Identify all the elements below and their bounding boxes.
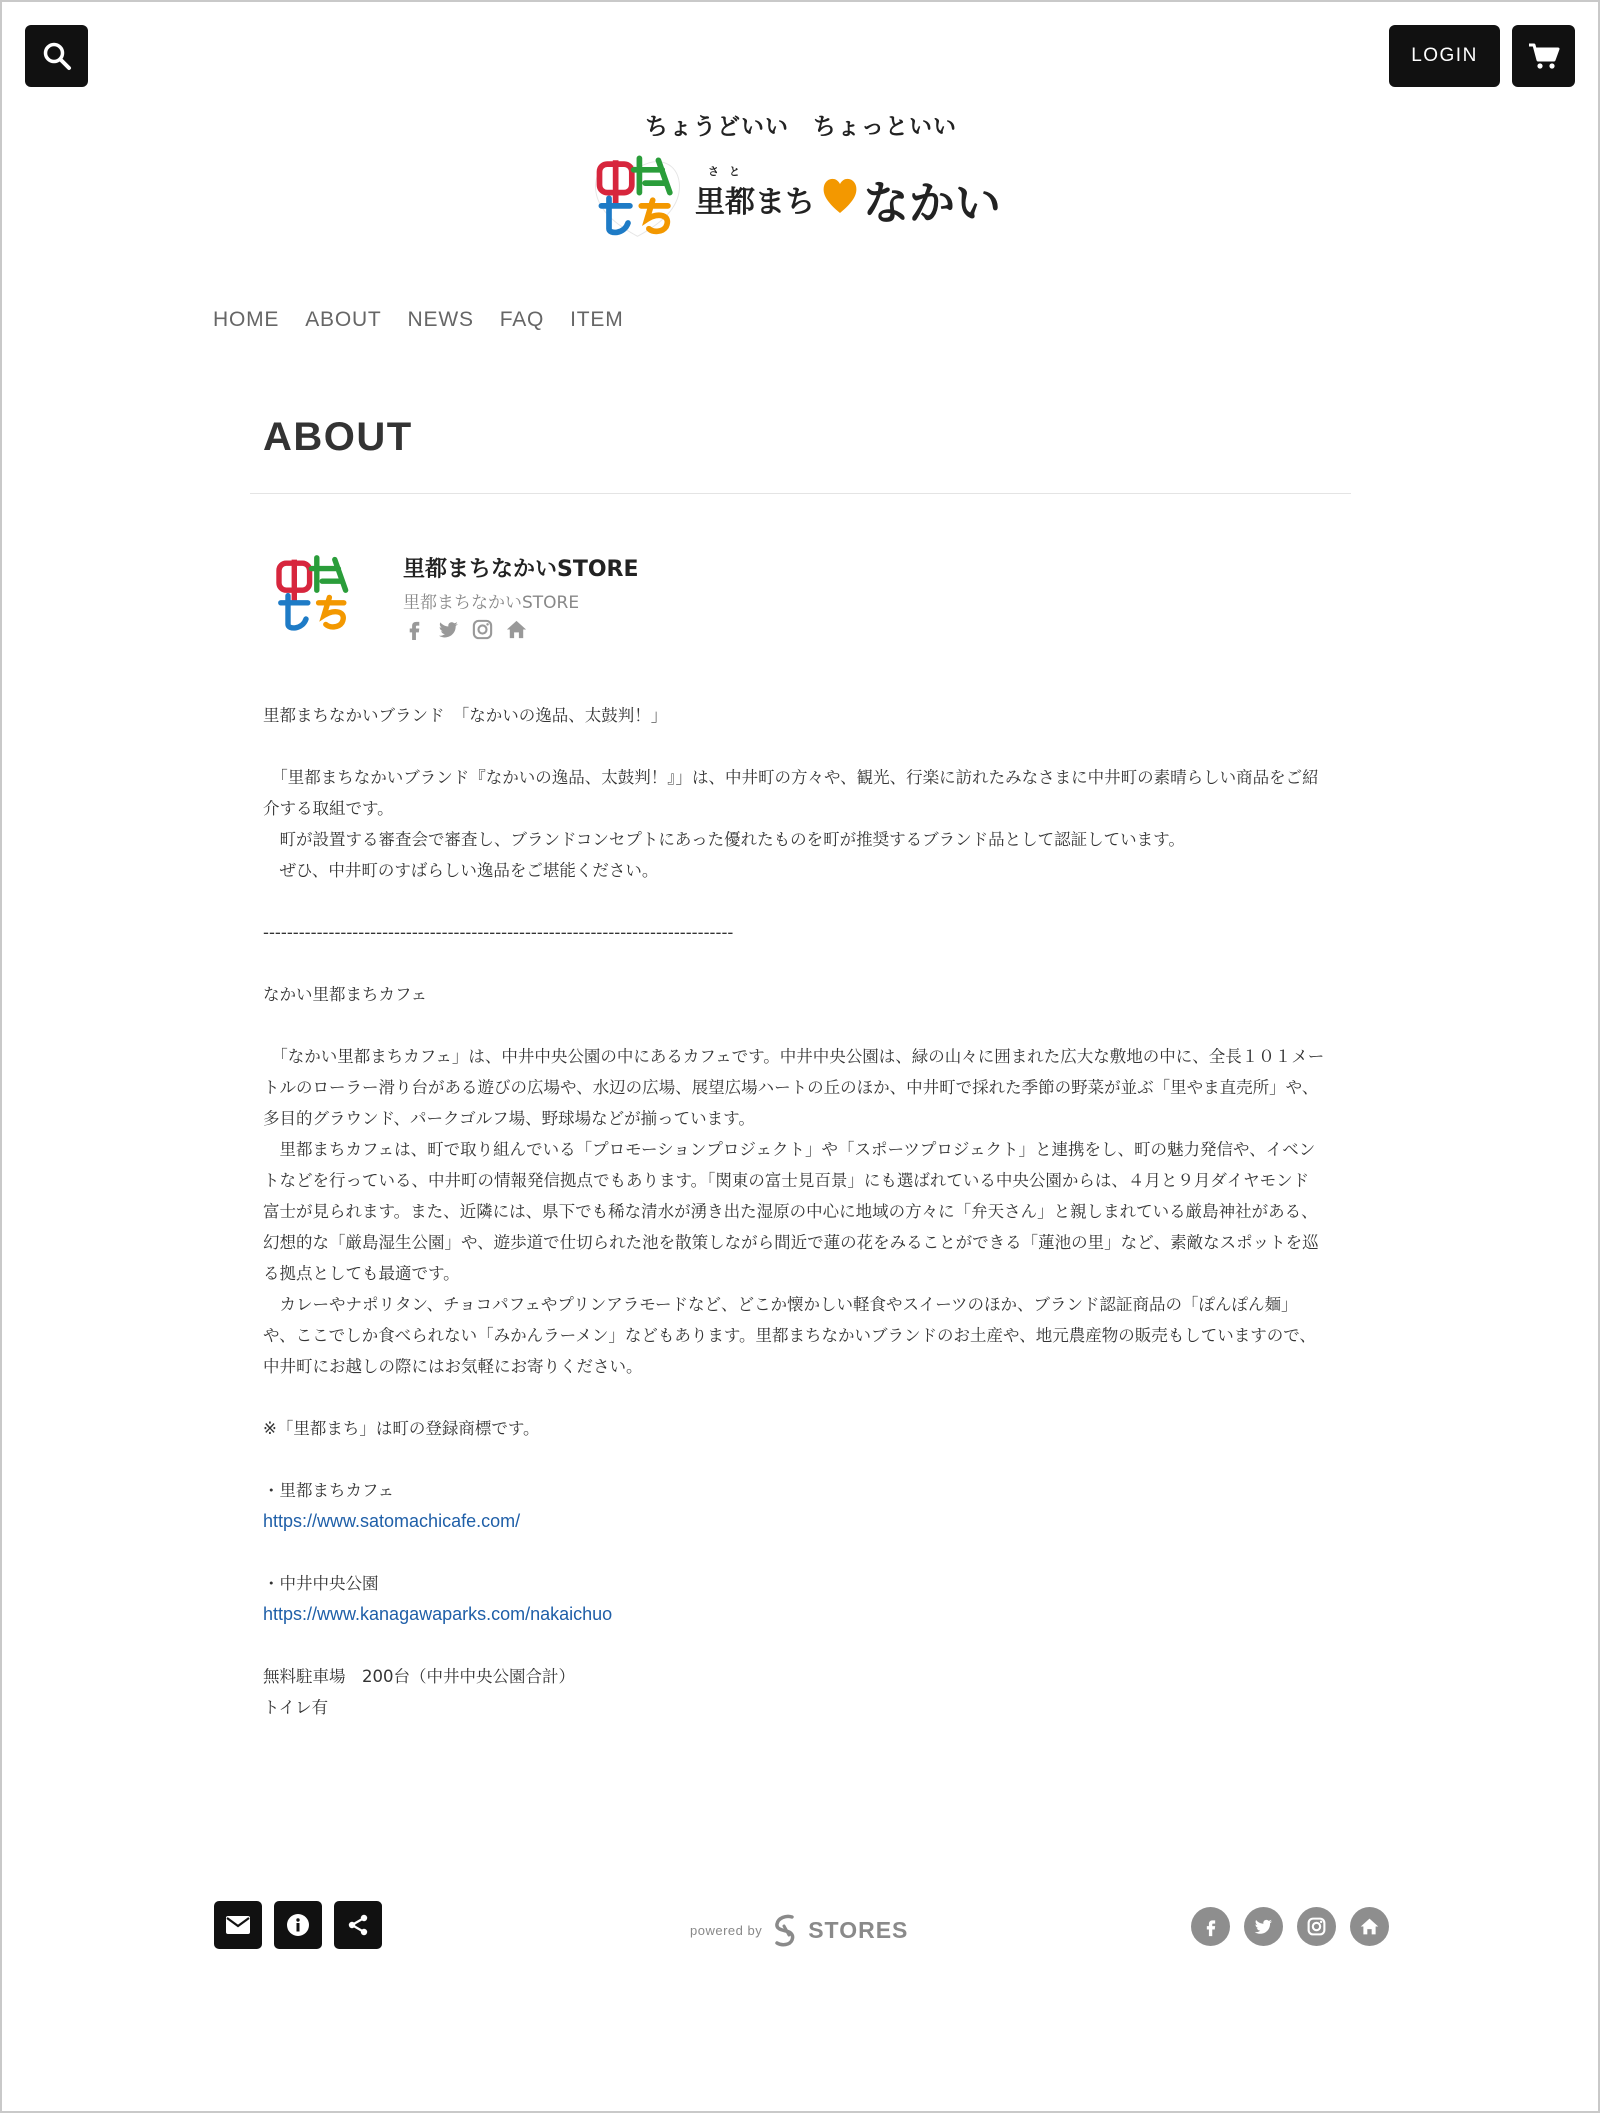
search-icon	[42, 41, 72, 71]
brand-description: 「里都まちなかいブランド『なかいの逸品、太鼓判！』」は、中井町の方々や、観光、行楽に訪れたみなさまに中井町の素晴らしい商品をご紹介する取組です。 町が設置する審査会で審査し、ブランドコンセプトにあった優れたものを町が推奨するブランド品として認証しています。 ぜひ、中井町のすばらしい逸品をご堪能ください。	[263, 768, 1319, 880]
trademark-note: ※「里都まち」は町の登録商標です。	[263, 1419, 540, 1438]
heart-icon	[822, 175, 858, 215]
park-link[interactable]: https://www.kanagawaparks.com/nakaichuo	[263, 1604, 613, 1624]
nav-item-about[interactable]: ABOUT	[305, 308, 382, 331]
cafe-link-label: ・里都まちカフェ	[263, 1481, 395, 1500]
info-icon	[286, 1913, 310, 1937]
main-nav	[213, 308, 624, 332]
twitter-icon[interactable]	[437, 618, 460, 641]
cart-button[interactable]	[1512, 25, 1575, 87]
mail-icon	[226, 1916, 250, 1934]
about-content	[263, 700, 1325, 1723]
dashed-divider: -------------------------------------------------------------------------------	[263, 923, 734, 942]
footer-twitter-link[interactable]	[1244, 1907, 1283, 1946]
logo-tagline: ちょうどいい ちょっといい	[645, 114, 957, 140]
title-divider	[250, 493, 1351, 494]
site-logo[interactable]	[590, 105, 1010, 240]
brand-heading: 里都まちなかいブランド 「なかいの逸品、太鼓判！」	[263, 706, 668, 725]
toilet-info: トイレ有	[263, 1698, 329, 1717]
cart-icon	[1528, 42, 1560, 70]
search-button[interactable]	[25, 25, 88, 87]
login-button[interactable]: LOGIN	[1389, 25, 1500, 87]
share-button[interactable]	[334, 1901, 382, 1949]
stores-brand: STORES	[808, 1916, 909, 1943]
nav-item-item[interactable]: ITEM	[570, 308, 624, 331]
cafe-description: 「なかい里都まちカフェ」は、中井中央公園の中にあるカフェです。中井中央公園は、緑の山々に囲まれた広大な敷地の中に、全長１０１メートルのローラー滑り台がある遊びの広場や、水辺の広場、展望広場ハートの丘のほか、中井町で採れた季節の野菜が並ぶ「里やま直売所」や、多目的グラウンド、パークゴルフ場、野球場などが揃っています。 里都まちカフェは、町で取り組んでいる「プロモーションプロジェクト」や「スポーツプロジェクト」と連携をし、町の魅力発信や、イベントなどを行っている、中井町の情報発信拠点でもあります。「関東の富士見百景」にも選ばれている中央公園からは、４月と９月ダイヤモンド富士が見られます。また、近隣には、県下でも稀な清水が湧き出た湿原の中心に地域の方々に「弁天さん」と親しまれている厳島神社がある、幻想的な「厳島湿生公園」や、遊歩道で仕切られた池を散策しながら間近で蓮の花をみることができる「蓮池の里」など、素敵なスポットを巡る拠点としても最適です。 カレーやナポリタン、チョコパフェやプリンアラモードなど、どこか懐かしい軽食やスイーツのほか、ブランド認証商品の「ぽんぽん麺」や、ここでしか食べられない「みかんラーメン」などもあります。里都まちなかいブランドのお土産や、地元農産物の販売もしていますので、中井町にお越しの際にはお気軽にお寄りください。	[263, 1047, 1325, 1376]
store-subtitle: 里都まちなかいSTORE	[403, 593, 580, 613]
cafe-heading: なかい里都まちカフェ	[263, 985, 428, 1004]
facebook-icon	[1201, 1917, 1221, 1937]
powered-by-label: powered by	[690, 1922, 763, 1938]
home-icon[interactable]	[505, 618, 528, 641]
facebook-icon[interactable]	[403, 618, 426, 641]
nav-item-home[interactable]: HOME	[213, 308, 280, 331]
share-icon	[346, 1913, 370, 1937]
footer-home-link[interactable]	[1350, 1907, 1389, 1946]
cafe-link[interactable]: https://www.satomachicafe.com/	[263, 1511, 521, 1531]
footer-facebook-link[interactable]	[1191, 1907, 1230, 1946]
logo-furigana: さと	[708, 165, 750, 178]
satomachi-mark-icon	[590, 147, 685, 242]
contact-button[interactable]	[214, 1901, 262, 1949]
powered-by-stores[interactable]	[690, 1913, 908, 1947]
footer-social-links	[1191, 1907, 1389, 1946]
nav-item-news[interactable]: NEWS	[407, 308, 474, 331]
logo-name-part1: 里都まち	[695, 185, 815, 220]
store-name: 里都まちなかいSTORE	[403, 557, 639, 582]
nav-item-faq[interactable]: FAQ	[499, 308, 545, 331]
park-link-label: ・中井中央公園	[263, 1574, 379, 1593]
footer-instagram-link[interactable]	[1297, 1907, 1336, 1946]
store-social-links	[403, 618, 528, 641]
info-button[interactable]	[274, 1901, 322, 1949]
instagram-icon[interactable]	[471, 618, 494, 641]
logo-name-part2: なかい	[863, 176, 1001, 230]
twitter-icon	[1253, 1916, 1274, 1937]
home-icon	[1359, 1916, 1380, 1937]
parking-info: 無料駐車場 200台（中井中央公園合計）	[263, 1667, 575, 1686]
page-title: ABOUT	[263, 415, 413, 459]
stores-logo-icon	[772, 1913, 798, 1947]
instagram-icon	[1306, 1916, 1327, 1937]
store-logo-icon	[270, 547, 360, 637]
